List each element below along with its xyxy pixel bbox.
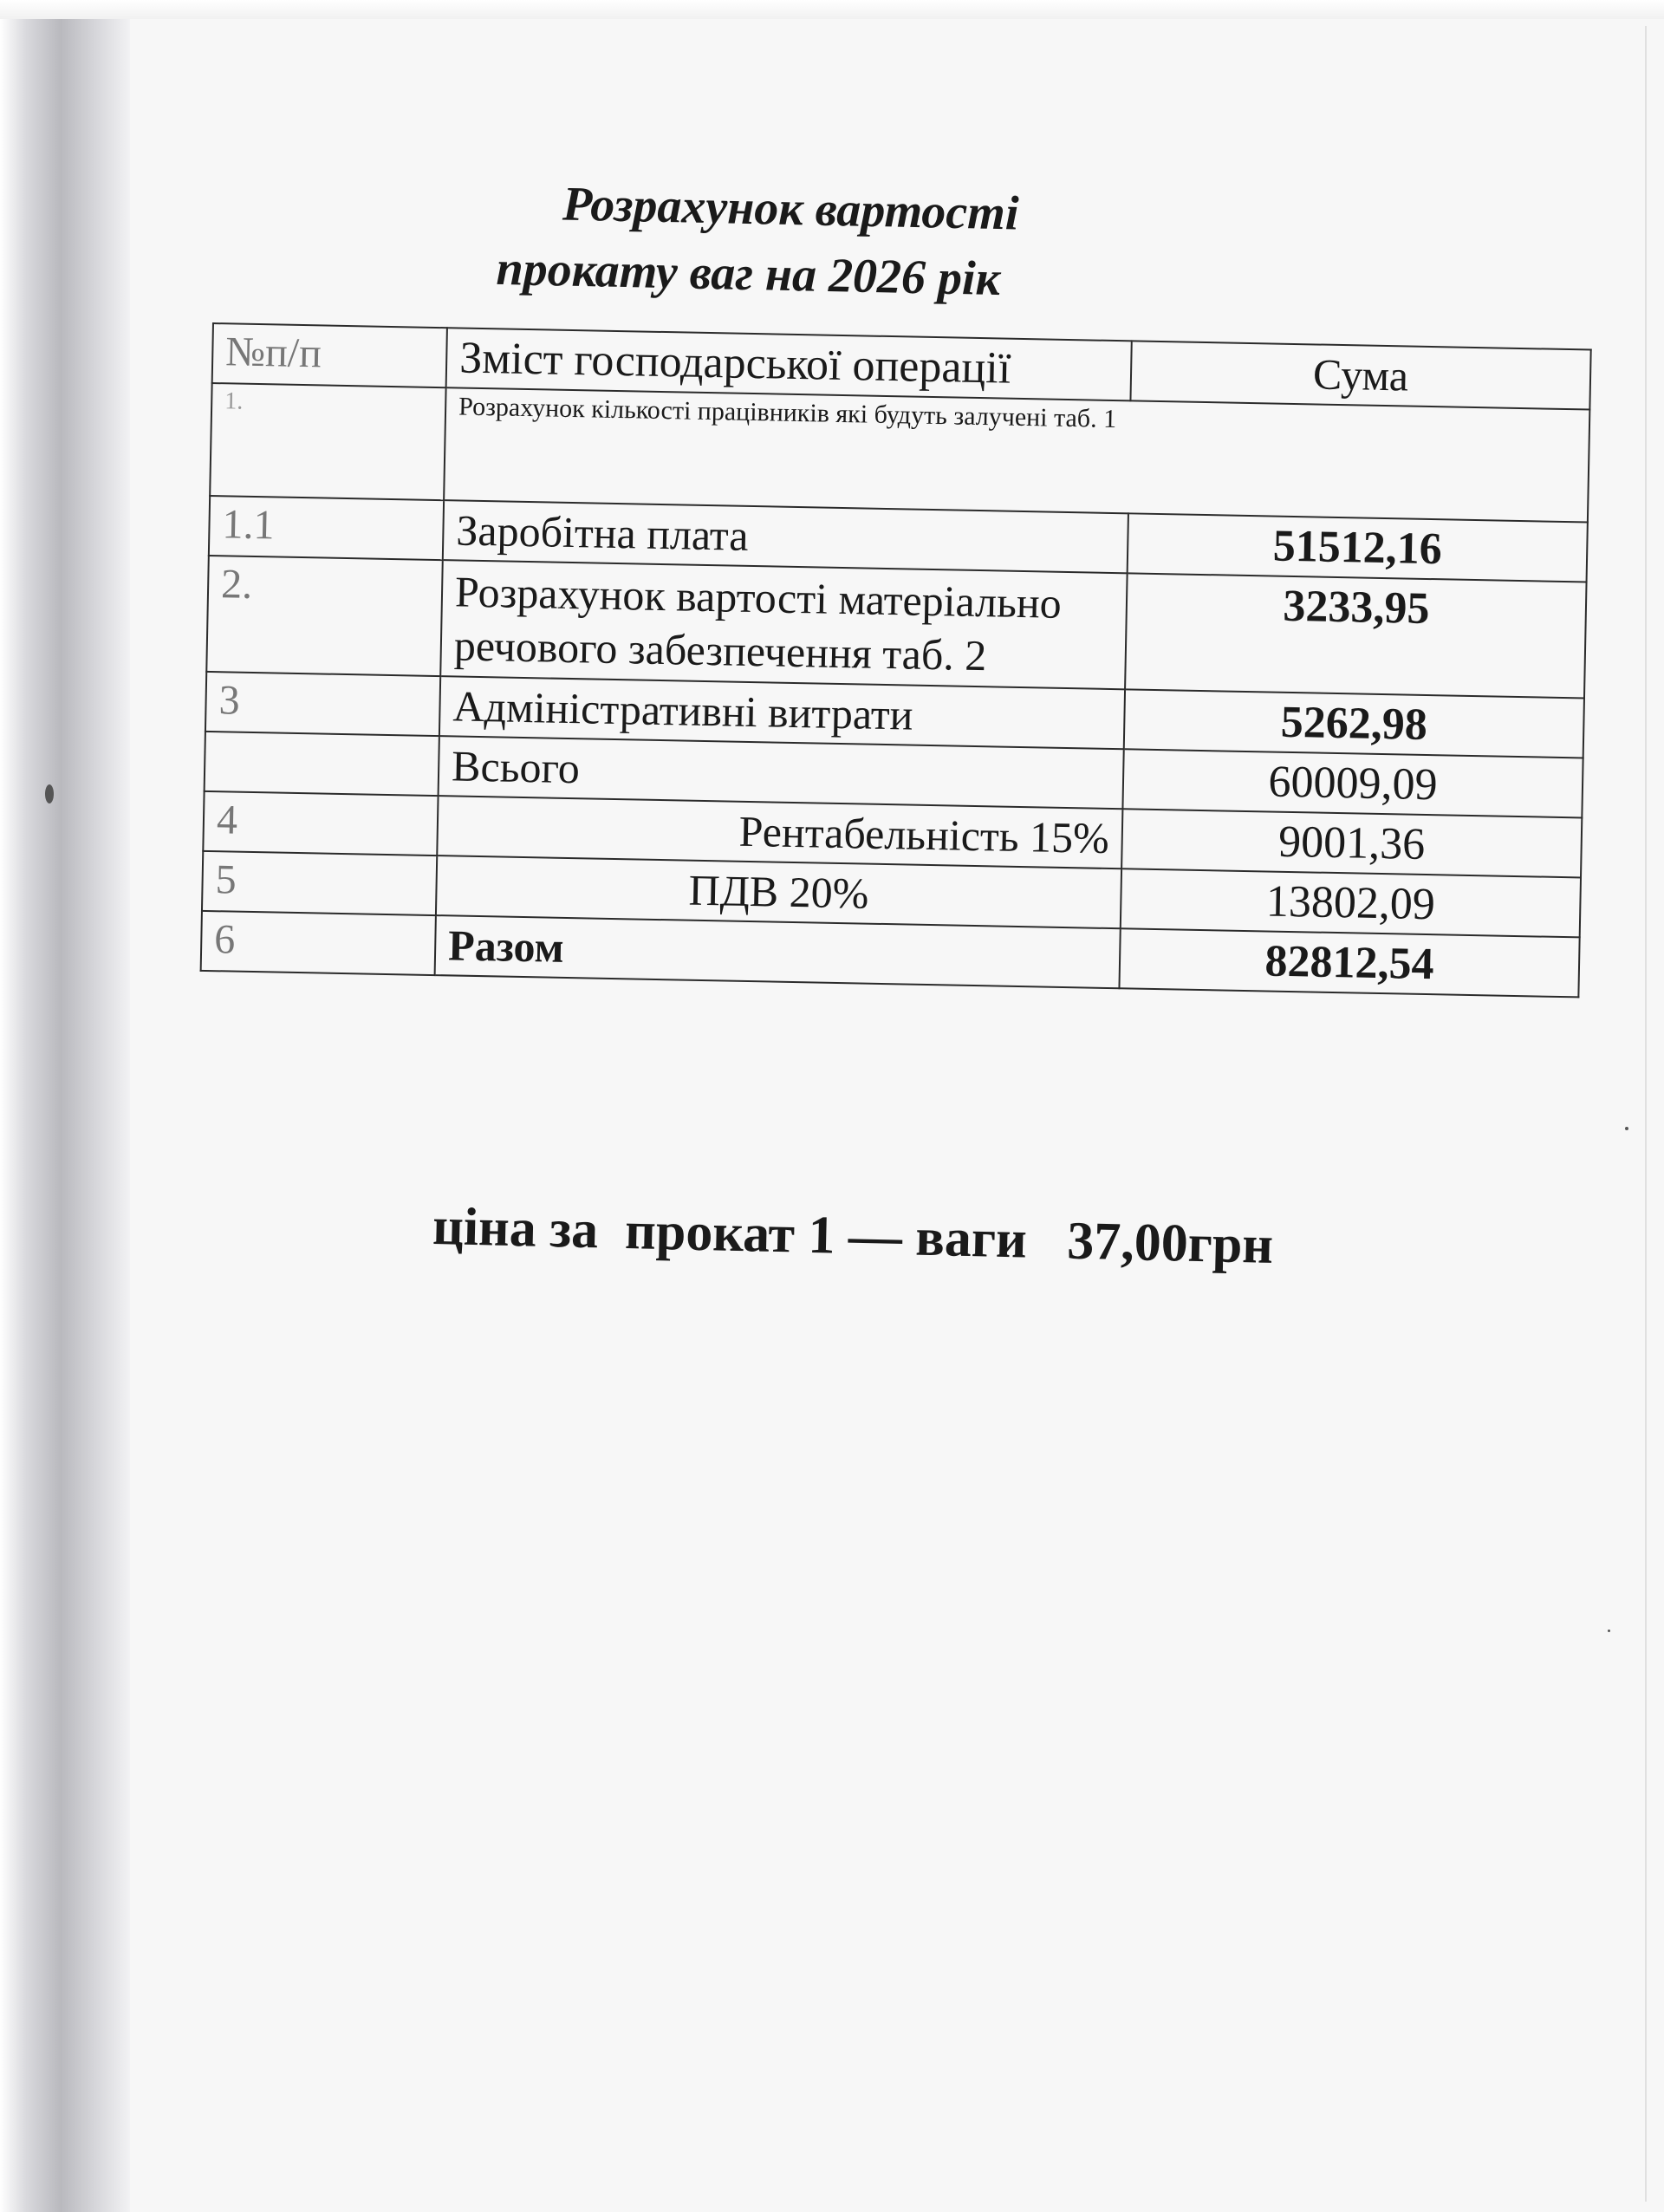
cost-table xyxy=(200,322,1592,998)
row-num: 2. xyxy=(206,556,443,676)
header-num: №п/п xyxy=(212,323,447,387)
row-sum: 3233,95 xyxy=(1125,573,1586,698)
row-num: 3 xyxy=(205,672,440,736)
row-sum: 51512,16 xyxy=(1128,513,1588,582)
page-edge xyxy=(1645,26,1647,2202)
row-num: 1.1 xyxy=(209,496,444,560)
row-name: Заробітна плата xyxy=(443,500,1128,573)
row-name: Разом xyxy=(435,915,1121,988)
header-name: Зміст господарської операції xyxy=(446,328,1132,400)
header-sum: Сума xyxy=(1130,341,1590,409)
row-name: Розрахунок вартості матеріально речового забезпечення таб. 2 xyxy=(440,560,1127,689)
row-name: ПДВ 20% xyxy=(436,856,1121,928)
row-num: 5 xyxy=(202,851,437,915)
row-sum: 82812,54 xyxy=(1119,928,1579,997)
section-name: Розрахунок кількості працівників які будуть залучені таб. 1 xyxy=(444,387,1589,522)
row-num xyxy=(205,732,439,796)
title-line-2: прокату ваг на 2026 рік xyxy=(495,241,1001,307)
row-name: Адміністративні витрати xyxy=(439,676,1125,749)
scan-speck xyxy=(45,784,54,803)
row-sum: 5262,98 xyxy=(1124,689,1584,758)
document-title xyxy=(457,169,1326,319)
row-sum: 13802,09 xyxy=(1121,869,1581,937)
row-sum: 9001,36 xyxy=(1121,809,1582,877)
cost-table-wrapper xyxy=(200,322,1592,998)
section-num: 1. xyxy=(210,383,445,500)
scan-speck xyxy=(1608,1630,1610,1632)
scan-speck xyxy=(1625,1127,1628,1130)
row-num: 4 xyxy=(203,791,438,856)
row-sum: 60009,09 xyxy=(1122,749,1583,817)
price-line: ціна за прокат 1 — ваги 37,00грн xyxy=(432,1196,1274,1275)
row-name: Всього xyxy=(439,736,1124,809)
title-line-1: Розрахунок вартості xyxy=(562,177,1020,241)
row-name: Рентабельність 15% xyxy=(437,796,1122,869)
row-num: 6 xyxy=(201,911,436,975)
document-page xyxy=(87,0,1638,2212)
